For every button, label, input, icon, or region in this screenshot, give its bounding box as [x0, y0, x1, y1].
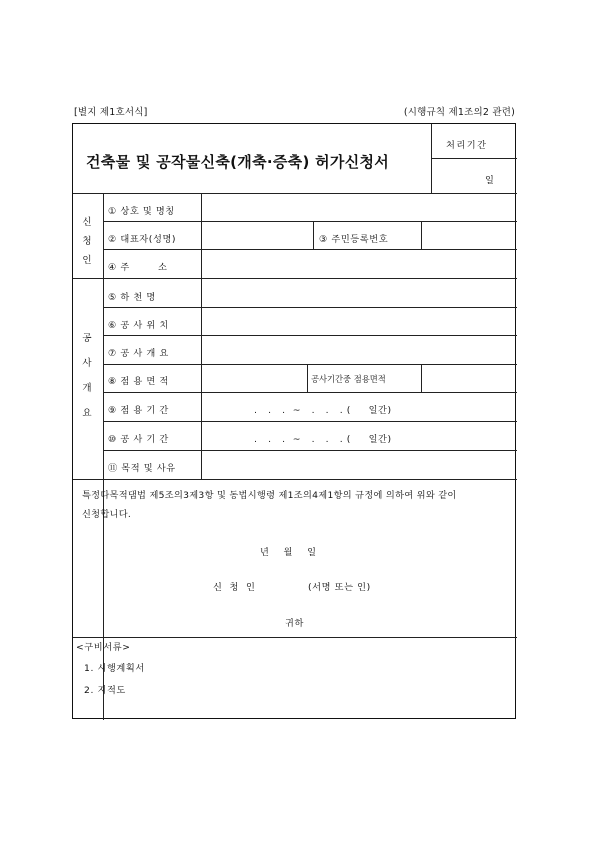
- section-char: 신: [82, 217, 92, 228]
- processing-divider: [431, 158, 517, 159]
- occupied-area-label: ⑧ 점 용 면 적: [108, 376, 169, 387]
- row-rule: [103, 392, 517, 393]
- address-label: ④ 주 소: [108, 262, 168, 273]
- declaration-text: [82, 486, 457, 524]
- form-title: 건축물 및 공작물신축(개축·증축) 허가신청서: [86, 153, 390, 171]
- section-char: 인: [82, 255, 92, 266]
- section-char: 공: [82, 333, 92, 344]
- construction-bottom-rule: [73, 479, 517, 480]
- construction-overview-label: ⑦ 공 사 개 요: [108, 348, 169, 359]
- construction-site-field[interactable]: [202, 307, 516, 334]
- purpose-field[interactable]: [202, 450, 516, 477]
- purpose-label: ⑪ 목적 및 사유: [108, 463, 176, 474]
- construction-period-label: ⑩ 공 사 기 간: [108, 434, 169, 445]
- occupied-area-field[interactable]: [202, 364, 306, 391]
- representative-label: ② 대표자(성명): [108, 234, 177, 245]
- occupancy-period-field[interactable]: . . . ~ . . . ( 일간): [254, 405, 392, 416]
- business-name-field[interactable]: [202, 194, 516, 221]
- row-rule: [103, 421, 517, 422]
- construction-overview-field[interactable]: [202, 335, 516, 362]
- title-divider: [431, 124, 432, 194]
- construction-period-field[interactable]: . . . ~ . . . ( 일간): [254, 434, 392, 445]
- attachments-heading: <구비서류>: [76, 642, 131, 653]
- declaration-line: 특정다목적댐법 제5조의3제3항 및 동법시행령 제1조의4제1항의 규정에 의하여 위와 같이: [82, 490, 457, 501]
- attachment-item: 2. 지적도: [84, 685, 126, 696]
- attachments-divider: [73, 637, 517, 638]
- cell-rule: [313, 221, 314, 249]
- resident-number-label: ③ 주민등록번호: [319, 234, 389, 245]
- section-char: 개: [82, 383, 92, 394]
- occupancy-period-label: ⑨ 점 용 기 간: [108, 405, 169, 416]
- address-field[interactable]: [202, 250, 516, 277]
- cell-rule: [307, 364, 308, 392]
- occupied-area-during-construction-field[interactable]: [421, 364, 516, 391]
- construction-section-label: [80, 326, 94, 426]
- processing-period-unit: 일: [485, 175, 495, 186]
- declaration-line: 신청합니다.: [82, 509, 132, 520]
- recipient-label: 귀하: [285, 618, 304, 629]
- construction-site-label: ⑥ 공 사 위 치: [108, 320, 169, 331]
- section-char: 청: [82, 236, 92, 247]
- applicant-signature-field[interactable]: [262, 576, 306, 592]
- river-name-label: ⑤ 하 천 명: [108, 292, 156, 303]
- river-name-field[interactable]: [202, 279, 516, 306]
- application-date[interactable]: 년 월 일: [260, 547, 317, 558]
- applicant-section-label: [80, 213, 94, 270]
- section-char: 사: [82, 358, 92, 369]
- form-number: [별지 제1호서식]: [74, 107, 148, 118]
- applicant-signature-label: 신 청 인: [213, 582, 256, 593]
- section-char: 요: [82, 408, 92, 419]
- attachment-item: 1. 시행계획서: [84, 663, 145, 674]
- resident-number-field[interactable]: [421, 222, 516, 249]
- occupied-area-during-construction-label: 공사기간중 점용면적: [311, 374, 386, 384]
- business-name-label: ① 상호 및 명칭: [108, 206, 175, 217]
- signature-note: (서명 또는 인): [308, 582, 371, 593]
- regulation-reference: (시행규칙 제1조의2 관련): [403, 107, 515, 118]
- processing-period-label: 처리기간: [446, 140, 488, 151]
- representative-field[interactable]: [202, 222, 312, 249]
